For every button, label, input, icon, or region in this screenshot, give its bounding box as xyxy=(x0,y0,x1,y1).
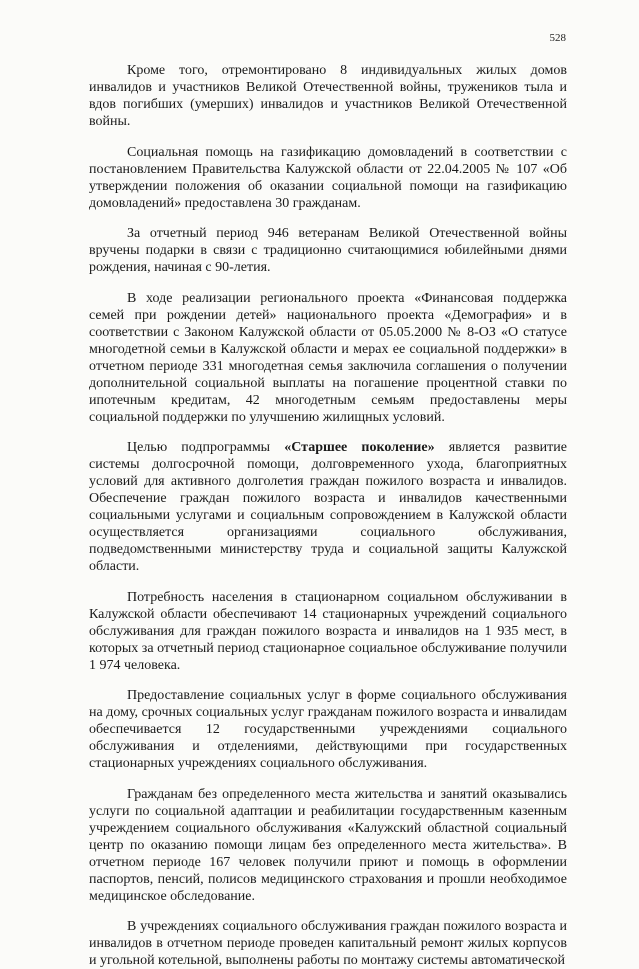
document-body xyxy=(89,62,567,969)
paragraph-capital-repair: В учреждениях социального обслуживания граждан пожилого возраста и инвалидов в отчетном периоде проведен капитальный ремонт жилых корпусов и угольной котельной, выполнены работы по монтажу системы автоматической xyxy=(89,919,567,968)
paragraph-gasification: Социальная помощь на газификацию домовладений в соответствии с постановлением Правительства Калужской области от 22.04.2005 № 107 «Об утверждении положения об оказании социальной помощи на газификацию домовладений» предоставлена 30 гражданам. xyxy=(89,144,567,211)
paragraph-older-generation xyxy=(89,439,567,575)
page-number: 528 xyxy=(549,32,566,44)
paragraph-home-services: Предоставление социальных услуг в форме социального обслуживания на дому, срочных социальных услуг гражданам пожилого возраста и инвалидам обеспечивается 12 государственными учреждениями социального обслуживания и отделениями, действующими при государственных стационарных учреждениях социального обслуживания. xyxy=(89,688,567,771)
paragraph-repair: Кроме того, отремонтировано 8 индивидуальных жилых домов инвалидов и участников Великой Отечественной войны, тружеников тыла и вдов погибших (умерших) инвалидов и участников Великой Отечественной войны. xyxy=(89,63,567,129)
subprogram-name: «Старшее поколение» xyxy=(284,440,435,455)
subprogram-description: является развитие системы долгосрочной помощи, долговременного ухода, благоприятных условий для активного долголетия граждан пожилого возраста и инвалидов. Обеспечение граждан пожилого возраста и инвалидов качественными социальными услугами и социальным сопровождением в Калужской области осуществляется организациями социального обслуживания, подведомственными министерству труда и социальной защиты Калужской области. xyxy=(89,440,567,574)
paragraph-family-support: В ходе реализации регионального проекта «Финансовая поддержка семей при рождении детей» национального проекта «Демография» и в соответствии с Законом Калужской области от 05.05.2000 № 8-ОЗ «О статусе многодетной семьи в Калужской области и мерах ее социальной поддержки» в отчетном периоде 331 многодетная семья заключила соглашения о получении дополнительной социальной выплаты на погашение процентной ставки по ипотечным кредитам, 42 многодетным семьям предоставлены меры социальной поддержки по улучшению жилищных условий. xyxy=(89,290,567,425)
paragraph-homeless-support: Гражданам без определенного места жительства и занятий оказывались услуги по социальной адаптации и реабилитации государственным казенным учреждением социального обслуживания «Калужский областной социальный центр по оказанию помощи лицам без определенного места жительства». В отчетном периоде 167 человек получили приют и помощь в оформлении паспортов, пенсий, полисов медицинского страхования и прошли необходимое медицинское обследование. xyxy=(89,786,567,904)
paragraph-stationary-care: Потребность населения в стационарном социальном обслуживании в Калужской области обеспечивают 14 стационарных учреждений социального обслуживания для граждан пожилого возраста и инвалидов на 1 935 мест, в которых за отчетный период стационарное социальное обслуживание получили 1 974 человека. xyxy=(89,589,567,673)
paragraph-veteran-gifts: За отчетный период 946 ветеранам Великой Отечественной войны вручены подарки в связи с традиционно считающимися юбилейными днями рождения, начиная с 90-летия. xyxy=(89,226,567,275)
subprogram-intro: Целью подпрограммы xyxy=(127,440,285,455)
